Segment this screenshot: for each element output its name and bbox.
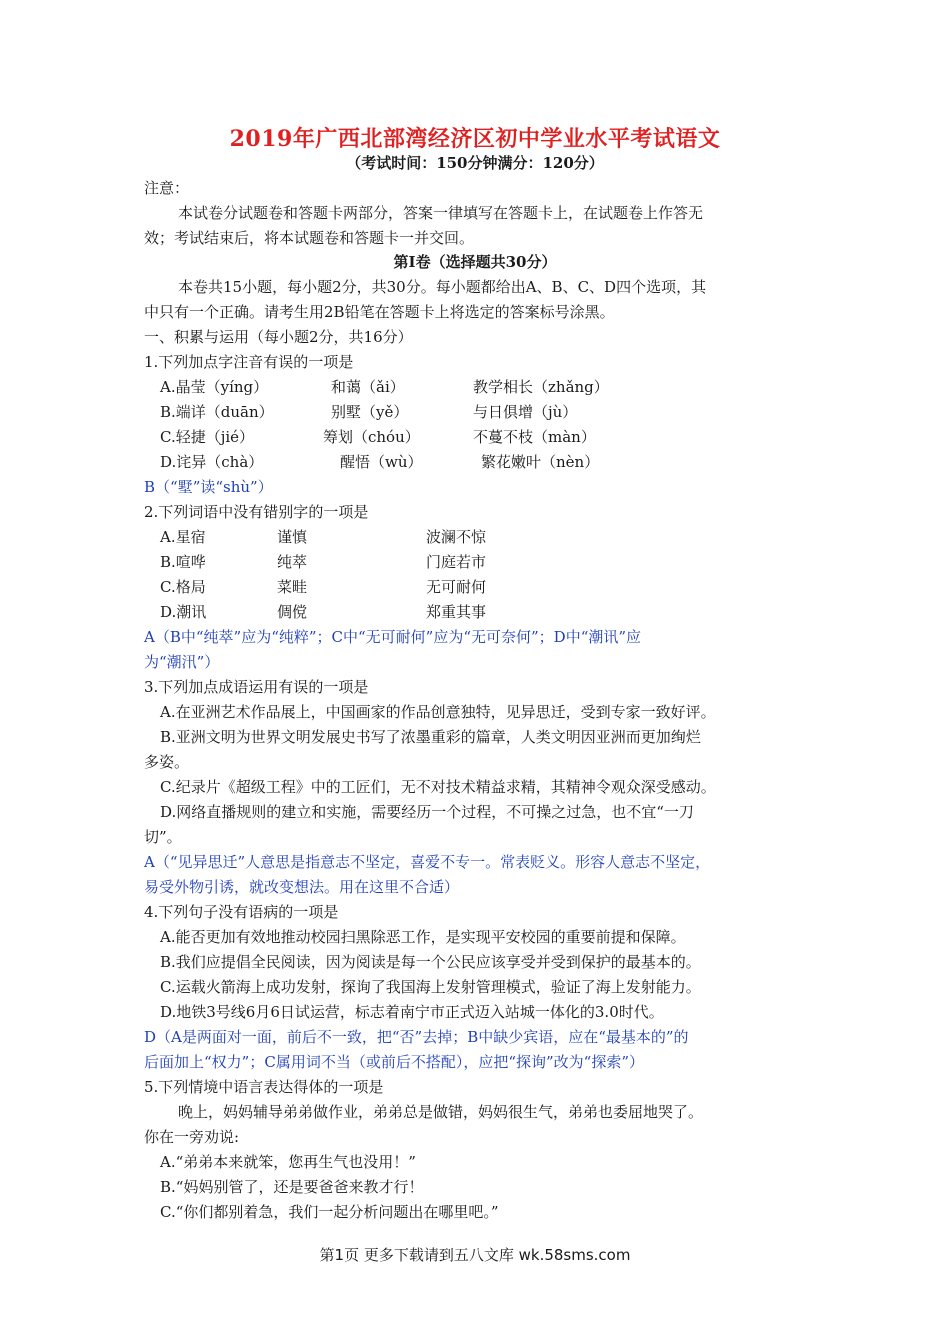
answer-text: A（“见异思迁”人意思是指意志不坚定，喜爱不专一。常表贬义。形容人意志不坚定， xyxy=(144,853,711,871)
option-cell: A.晶莹（yíng） xyxy=(160,378,269,396)
option-cell: 醒悟（wù） xyxy=(340,453,423,471)
section-intro: 中只有一个正确。请考生用2B铅笔在答题卡上将选定的答案标号涂黑。 xyxy=(144,303,615,321)
option-cell: 筹划（chóu） xyxy=(323,428,420,446)
option-text: B.亚洲文明为世界文明发展史书写了浓墨重彩的篇章，人类文明因亚洲而更加绚烂 xyxy=(160,728,701,746)
option-text: D.地铁3号线6月6日试运营，标志着南宁市正式迈入站城一体化的3.0时代。 xyxy=(160,1003,664,1021)
question-stem: 2.下列词语中没有错别字的一项是 xyxy=(144,503,369,521)
option-text: D.网络直播规则的建立和实施，需要经历一个过程，不可操之过急，也不宜“一刀 xyxy=(160,803,694,821)
option-row xyxy=(0,525,950,549)
option-row xyxy=(0,450,950,474)
option-cell: A.星宿 xyxy=(160,528,206,546)
option-row xyxy=(0,600,950,624)
option-text: 切”。 xyxy=(144,828,182,846)
option-cell: 门庭若市 xyxy=(426,553,487,571)
answer-text: A（B中“纯萃”应为“纯粹”；C中“无可耐何”应为“无可奈何”；D中“潮讯”应 xyxy=(144,628,642,646)
option-cell: D.潮讯 xyxy=(160,603,207,621)
section-heading: 第Ⅰ卷（选择题共30分） xyxy=(393,253,557,271)
part-title: 一、积累与运用（每小题2分，共16分） xyxy=(144,328,413,346)
option-cell: 不蔓不枝（màn） xyxy=(473,428,596,446)
notice-line: 本试卷分试题卷和答题卡两部分，答案一律填写在答题卡上，在试题卷上作答无 xyxy=(178,204,704,222)
option-cell: C.格局 xyxy=(160,578,206,596)
option-row xyxy=(0,575,950,599)
question-stem: 4.下列句子没有语病的一项是 xyxy=(144,903,339,921)
option-cell: 郑重其事 xyxy=(426,603,487,621)
answer-text: 为“潮汛”） xyxy=(144,653,220,671)
notice-label: 注意： xyxy=(144,179,190,197)
context-text: 晚上，妈妈辅导弟弟做作业，弟弟总是做错，妈妈很生气，弟弟也委屈地哭了。 xyxy=(178,1103,704,1121)
option-row xyxy=(0,425,950,449)
option-cell: B.端详（duān） xyxy=(160,403,274,421)
section-intro: 本卷共15小题，每小题2分，共30分。每小题都给出A、B、C、D四个选项，其 xyxy=(178,278,707,296)
option-row xyxy=(0,400,950,424)
option-cell: 和蔼（ǎi） xyxy=(331,378,405,396)
option-cell: 别墅（yě） xyxy=(331,403,409,421)
option-text: A.能否更加有效地推动校园扫黑除恶工作，是实现平安校园的重要前提和保障。 xyxy=(160,928,686,946)
question-stem: 1.下列加点字注音有误的一项是 xyxy=(144,353,354,371)
page-title: 2019年广西北部湾经济区初中学业水平考试语文 xyxy=(229,126,721,152)
question-stem: 5.下列情境中语言表达得体的一项是 xyxy=(144,1078,384,1096)
answer-text: D（A是两面对一面，前后不一致，把“否”去掉；B中缺少宾语，应在“最基本的”的 xyxy=(144,1028,689,1046)
option-text: C.“你们都别着急，我们一起分析问题出在哪里吧。” xyxy=(160,1203,499,1221)
option-cell: 无可耐何 xyxy=(426,578,487,596)
option-row xyxy=(0,375,950,399)
option-text: C.运载火箭海上成功发射，探询了我国海上发射管理模式，验证了海上发射能力。 xyxy=(160,978,701,996)
option-cell: 纯萃 xyxy=(277,553,308,571)
option-text: C.纪录片《超级工程》中的工匠们，无不对技术精益求精，其精神令观众深受感动。 xyxy=(160,778,716,796)
option-text: 多姿。 xyxy=(144,753,190,771)
option-cell: 谨慎 xyxy=(277,528,308,546)
option-cell: B.喧哗 xyxy=(160,553,206,571)
option-text: B.我们应提倡全民阅读，因为阅读是每一个公民应该享受并受到保护的最基本的。 xyxy=(160,953,701,971)
option-text: A.在亚洲艺术作品展上，中国画家的作品创意独特，见异思迁，受到专家一致好评。 xyxy=(160,703,716,721)
context-text: 你在一旁劝说: xyxy=(144,1128,240,1146)
answer-text: B（“墅”读“shù”） xyxy=(144,478,273,496)
answer-text: 易受外物引诱，就改变想法。用在这里不合适） xyxy=(144,878,460,896)
option-cell: 繁花嫩叶（nèn） xyxy=(481,453,600,471)
option-cell: 倜傥 xyxy=(277,603,308,621)
answer-text: 后面加上“权力”；C属用词不当（或前后不搭配），应把“探询”改为“探索”） xyxy=(144,1053,644,1071)
page-footer: 第1页 更多下载请到五八文库 wk.58sms.com xyxy=(319,1246,631,1264)
exam-time-subtitle: （考试时间：150分钟满分：120分） xyxy=(346,154,604,172)
option-cell: D.诧异（chà） xyxy=(160,453,264,471)
option-text: B.“妈妈别管了，还是要爸爸来教才行！ xyxy=(160,1178,424,1196)
question-stem: 3.下列加点成语运用有误的一项是 xyxy=(144,678,369,696)
option-cell: 与日俱增（jù） xyxy=(473,403,578,421)
option-cell: 波澜不惊 xyxy=(426,528,487,546)
option-cell: C.轻捷（jié） xyxy=(160,428,255,446)
option-row xyxy=(0,550,950,574)
option-text: A.“弟弟本来就笨，您再生气也没用！” xyxy=(160,1153,416,1171)
option-cell: 菜畦 xyxy=(277,578,308,596)
notice-line: 效；考试结束后，将本试题卷和答题卡一并交回。 xyxy=(144,229,475,247)
option-cell: 教学相长（zhǎng） xyxy=(473,378,609,396)
